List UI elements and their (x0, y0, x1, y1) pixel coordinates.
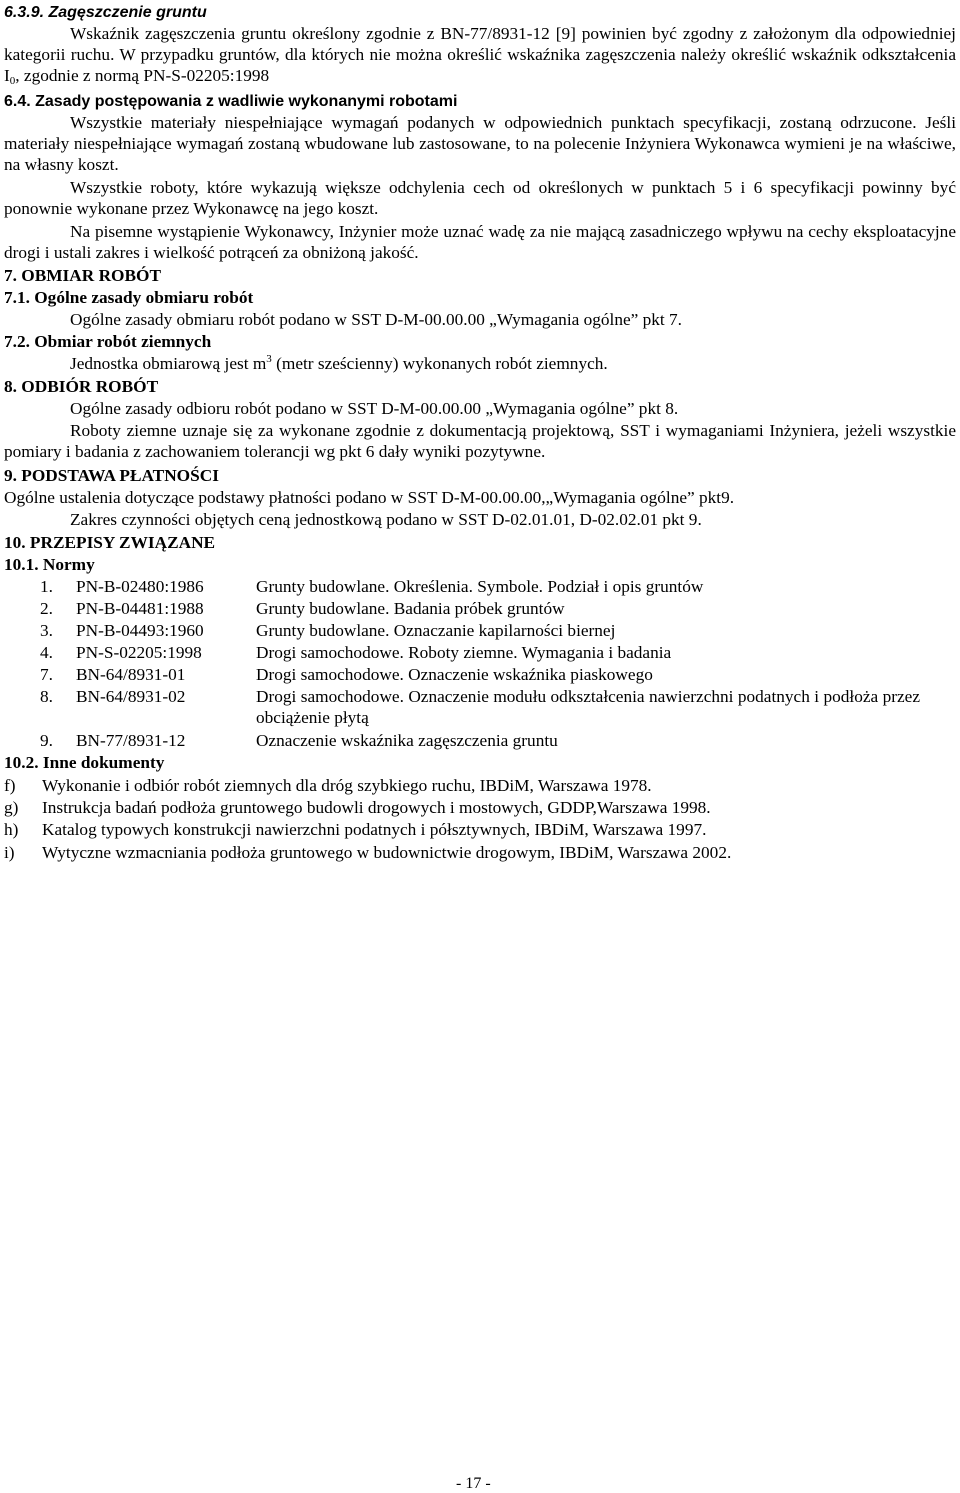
paragraph-8-1: Ogólne zasady odbioru robót podano w SST D-M-00.00.00 „Wymagania ogólne” pkt 8. (70, 399, 679, 418)
page-number: - 17 - (456, 1475, 491, 1492)
norm-number: 2. (40, 599, 53, 618)
norm-number: 8. (40, 687, 53, 706)
document-letter: h) (4, 820, 19, 839)
document-text: Wykonanie i odbiór robót ziemnych dla dróg szybkiego ruchu, IBDiM, Warszawa 1978. (42, 776, 652, 795)
section-heading-8: 8. ODBIÓR ROBÓT (4, 377, 159, 396)
norm-description: Drogi samochodowe. Oznaczenie wskaźnika piaskowego (256, 665, 653, 684)
norm-code: BN-64/8931-01 (76, 665, 186, 684)
section-heading-6-3-9: 6.3.9. Zagęszczenie gruntu (4, 4, 207, 21)
norm-description: Drogi samochodowe. Roboty ziemne. Wymagania i badania (256, 643, 672, 662)
section-heading-7-1: 7.1. Ogólne zasady obmiaru robót (4, 288, 254, 307)
paragraph-7-2 (4, 353, 956, 374)
norm-number: 7. (40, 665, 53, 684)
norm-code: PN-S-02205:1998 (76, 643, 202, 662)
document-letter: f) (4, 776, 16, 795)
norm-description: Oznaczenie wskaźnika zagęszczenia gruntu (256, 731, 558, 750)
norm-number: 9. (40, 731, 53, 750)
section-heading-10-1: 10.1. Normy (4, 555, 95, 574)
paragraph-6-3-9 (4, 23, 956, 86)
paragraph-6-3-9-text: Wskaźnik zagęszczenia gruntu określony zgodnie z BN-77/8931-12 [9] powinien być zgodny z założonym dla odpowiedniej kategorii ruchu. W przypadku gruntów, dla których nie można określić wskaźnika zagęszczenia należy określić wskaźnik odkształcenia I (4, 24, 956, 85)
document-text: Instrukcja badań podłoża gruntowego budowli drogowych i mostowych, GDDP,Warszawa 1998. (42, 798, 711, 817)
paragraph-6-4-2: Wszystkie roboty, które wykazują większe odchylenia cech od określonych w punktach 5 i 6 specyfikacji powinny być ponownie wykonane przez Wykonawcę na jego koszt. (4, 178, 956, 218)
paragraph-7-2-text-end: (metr sześcienny) wykonanych robót ziemnych. (271, 354, 608, 373)
norm-code: PN-B-04493:1960 (76, 621, 204, 640)
paragraph-6-3-9-text-end: , zgodnie z normą PN-S-02205:1998 (15, 66, 270, 85)
paragraph-7-2-text: Jednostka obmiarową jest m (70, 354, 267, 373)
paragraph-8-2: Roboty ziemne uznaje się za wykonane zgodnie z dokumentacją projektową, SST i wymaganiami Inżyniera, jeżeli wszystkie pomiary i badania z zachowaniem tolerancji wg pkt 6 dały wyniki pozytywne. (4, 421, 956, 461)
section-heading-7: 7. OBMIAR ROBÓT (4, 266, 161, 285)
section-heading-7-2: 7.2. Obmiar robót ziemnych (4, 332, 212, 351)
section-heading-10: 10. PRZEPISY ZWIĄZANE (4, 533, 216, 552)
document-text: Katalog typowych konstrukcji nawierzchni podatnych i półsztywnych, IBDiM, Warszawa 1997. (42, 820, 707, 839)
paragraph-9-2: Zakres czynności objętych ceną jednostkową podano w SST D-02.01.01, D-02.02.01 pkt 9. (70, 510, 702, 529)
document-text: Wytyczne wzmacniania podłoża gruntowego w budownictwie drogowym, IBDiM, Warszawa 2002. (42, 843, 732, 862)
norm-number: 4. (40, 643, 53, 662)
document-letter: g) (4, 798, 19, 817)
norm-code: BN-64/8931-02 (76, 687, 186, 706)
norm-description: Grunty budowlane. Badania próbek gruntów (256, 599, 565, 618)
norm-code: PN-B-02480:1986 (76, 577, 204, 596)
norm-number: 1. (40, 577, 53, 596)
section-heading-9: 9. PODSTAWA PŁATNOŚCI (4, 466, 219, 485)
section-heading-6-4: 6.4. Zasady postępowania z wadliwie wykonanymi robotami (4, 93, 458, 110)
paragraph-6-4-1: Wszystkie materiały niespełniające wymagań podanych w odpowiednich punktach specyfikacji, zostaną odrzucone. Jeśli materiały niespełniające wymagań zostaną wbudowane lub zastosowane, to na polecenie Inżyniera Wykonawca wymieni je na właściwe, na własny koszt. (4, 113, 956, 174)
norm-code: BN-77/8931-12 (76, 731, 186, 750)
superscript-three: 3 (266, 353, 272, 365)
norm-description: Drogi samochodowe. Oznaczenie modułu odkształcenia nawierzchni podatnych i podłoża przez obciążenie płytą (256, 687, 920, 727)
norm-number: 3. (40, 621, 53, 640)
paragraph-9-1: Ogólne ustalenia dotyczące podstawy płatności podano w SST D-M-00.00.00,„Wymagania ogólne” pkt9. (4, 488, 735, 507)
paragraph-6-4-3: Na pisemne wystąpienie Wykonawcy, Inżynier może uznać wadę za nie mającą zasadniczego wpływu na cechy eksploatacyjne drogi i ustali zakres i wielkość potrąceń za obniżoną jakość. (4, 222, 956, 262)
norm-code: PN-B-04481:1988 (76, 599, 204, 618)
norm-description: Grunty budowlane. Oznaczanie kapilarności biernej (256, 621, 616, 640)
norm-description: Grunty budowlane. Określenia. Symbole. Podział i opis gruntów (256, 577, 704, 596)
document-letter: i) (4, 843, 15, 862)
subscript-zero: 0 (9, 75, 16, 87)
paragraph-7-1: Ogólne zasady obmiaru robót podano w SST D-M-00.00.00 „Wymagania ogólne” pkt 7. (70, 310, 683, 329)
section-heading-10-2: 10.2. Inne dokumenty (4, 753, 165, 772)
